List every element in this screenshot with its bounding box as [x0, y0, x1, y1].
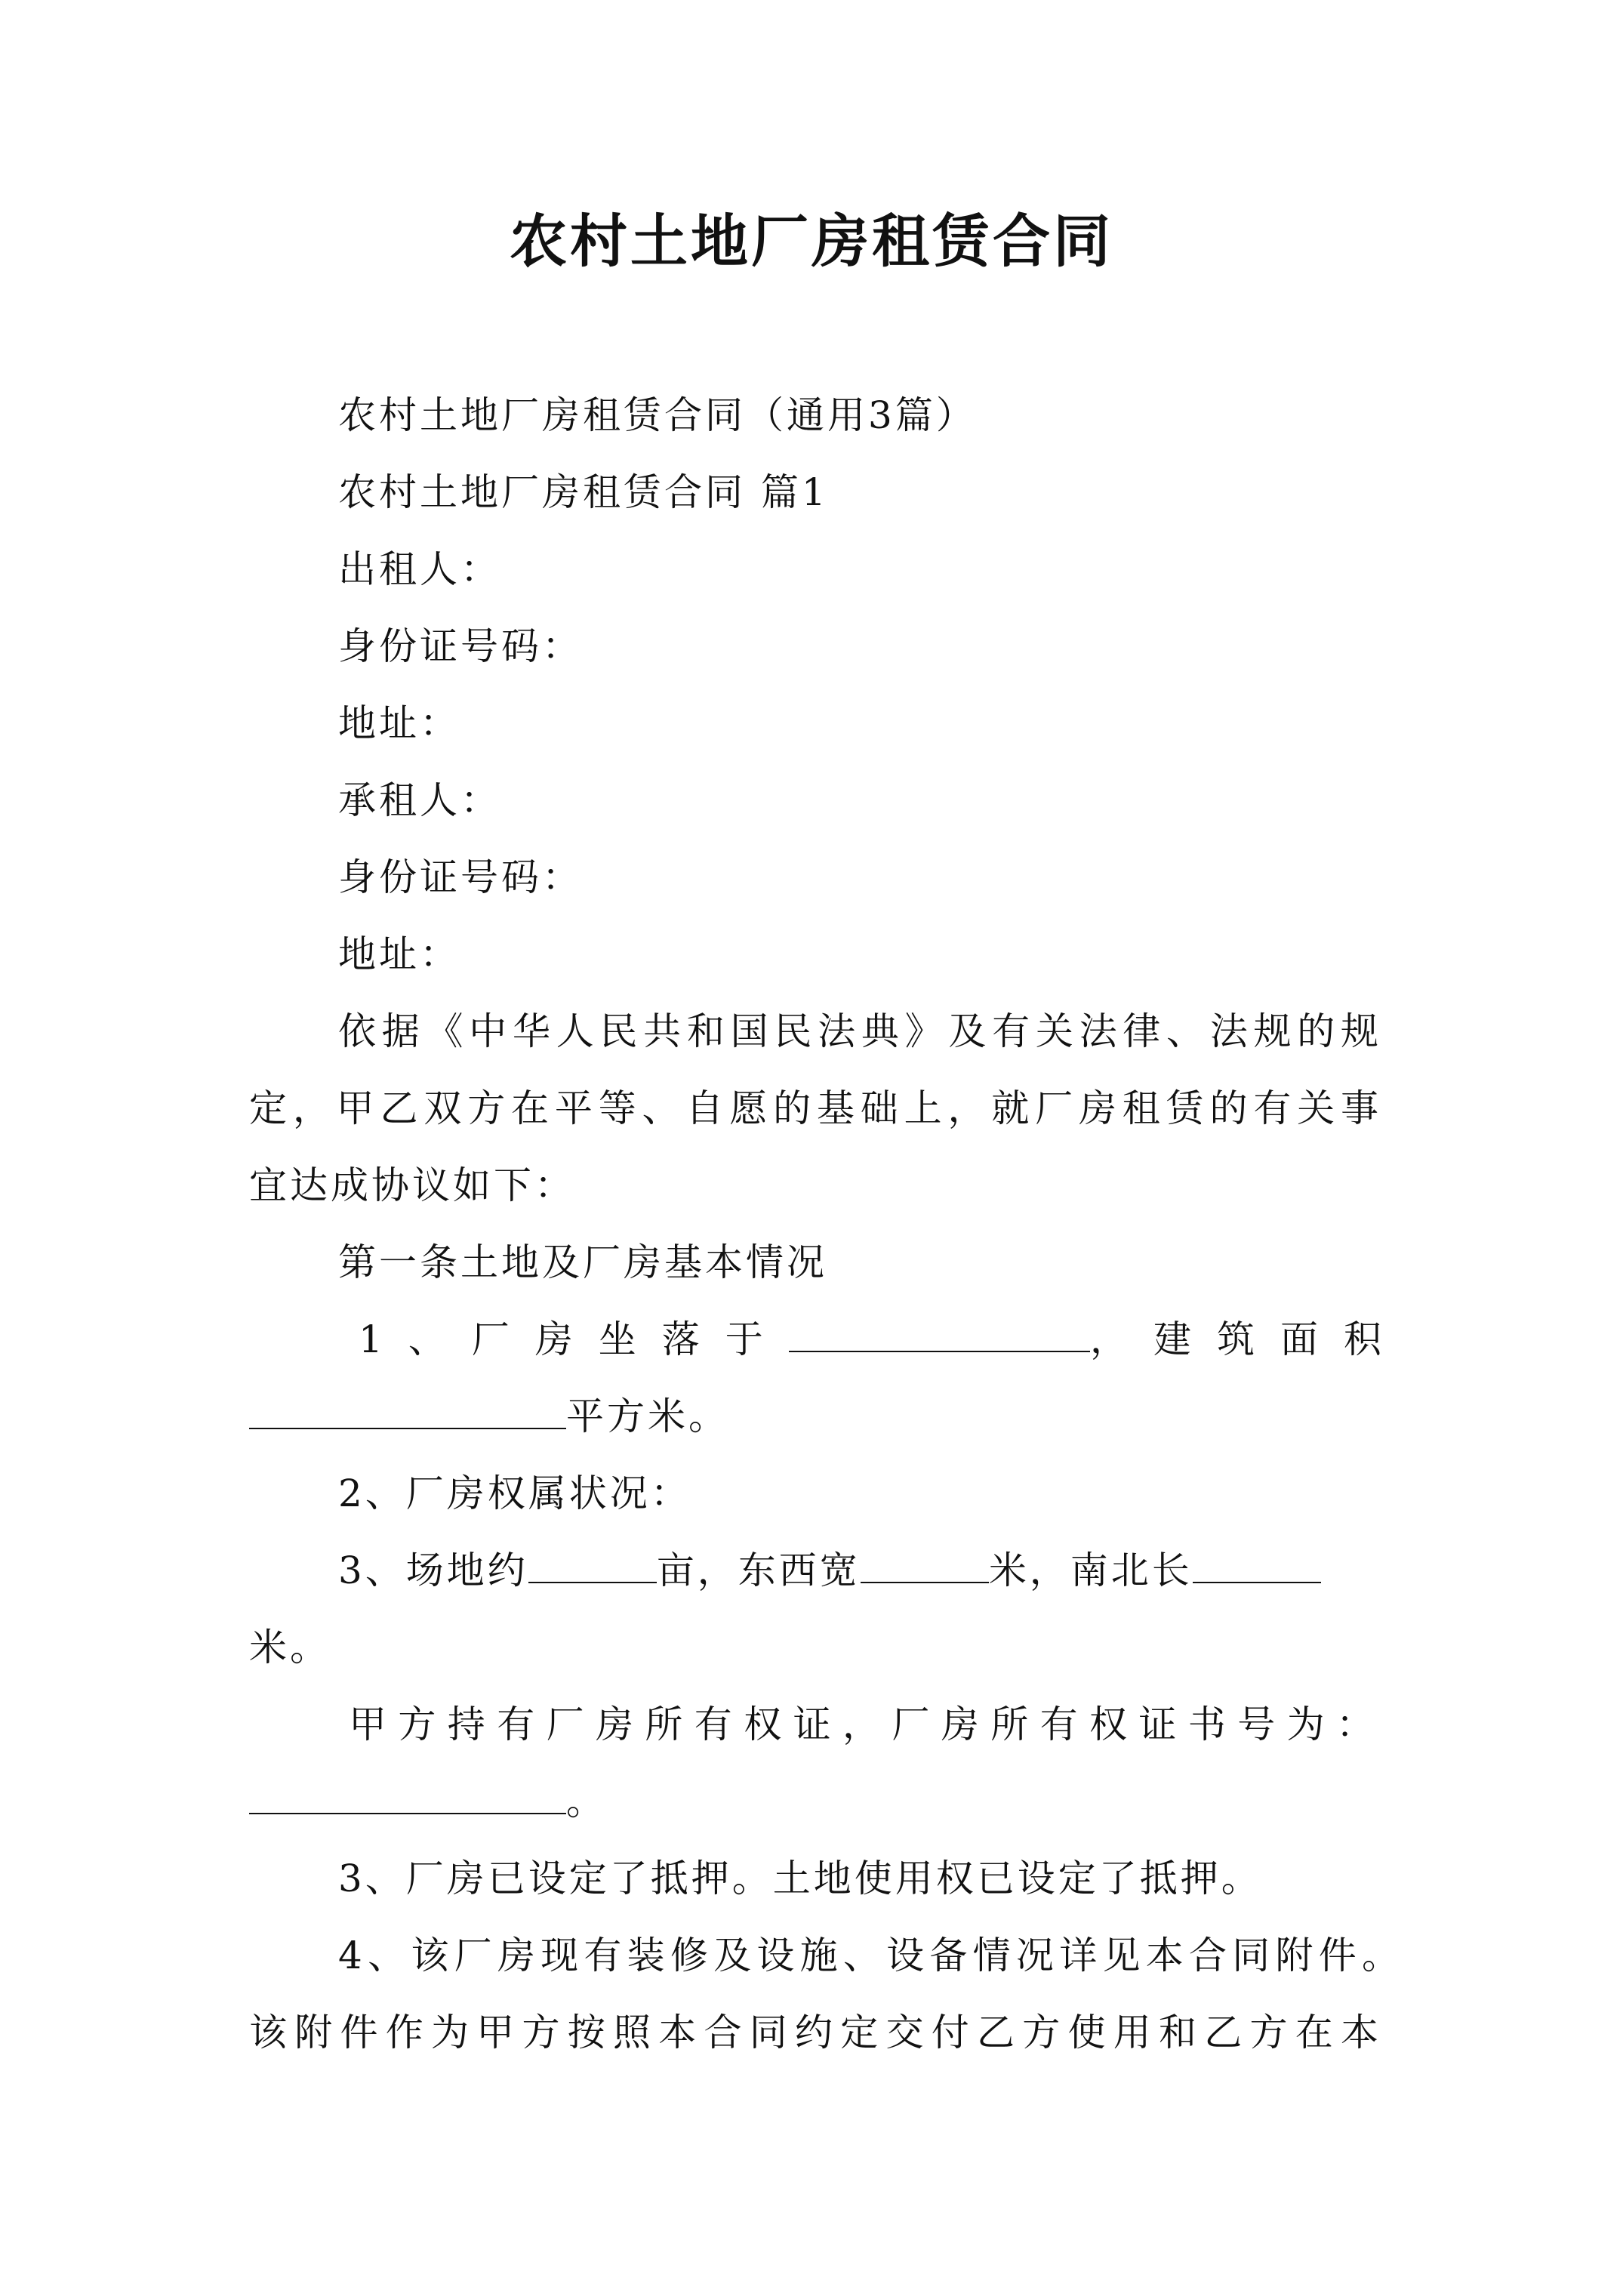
preamble-line-1: 依据《中华人民共和国民法典》及有关法律、法规的规: [338, 1009, 1381, 1053]
certificate-end: 。: [566, 1780, 607, 1823]
length-blank: [1193, 1544, 1321, 1583]
area-blank: [249, 1390, 566, 1429]
item-3a-text-4: 米。: [249, 1626, 331, 1669]
article-1-item-2: 2、厂房权属状况：: [338, 1472, 691, 1515]
document-subtitle: 农村土地厂房租赁合同（通用3篇）: [338, 393, 977, 437]
preamble-line-3: 宜达成协议如下：: [249, 1163, 575, 1207]
lessee-address-label: 地址：: [338, 932, 460, 976]
section-title: 农村土地厂房租赁合同 篇1: [338, 470, 829, 514]
certificate-text: 甲方持有厂房所有权证，厂房所有权证书号为：: [349, 1703, 1381, 1746]
preamble-line-2: 定，甲乙双方在平等、自愿的基础上，就厂房租赁的有关事: [249, 1086, 1381, 1130]
article-1-item-4-line-2: 该附件作为甲方按照本合同约定交付乙方使用和乙方在本: [249, 2011, 1381, 2054]
item-3a-text-3: 米，南北长: [988, 1549, 1193, 1592]
lessor-address-label: 地址：: [338, 701, 460, 745]
lessee-id-label: 身份证号码：: [338, 855, 583, 899]
article-1-heading: 第一条土地及厂房基本情况: [338, 1240, 827, 1284]
article-1-item-4-line-1: 4、该厂房现有装修及设施、设备情况详见本合同附件。: [338, 1934, 1403, 1977]
item-1-middle: ，建筑面积: [1090, 1318, 1407, 1361]
item-3a-text-2: 亩，东西宽: [656, 1549, 861, 1592]
article-1-item-3b: 3、厂房已设定了抵押。土地使用权已设定了抵押。: [338, 1857, 1262, 1900]
lessor-label: 出租人：: [338, 547, 501, 591]
certificate-number-blank: [249, 1775, 566, 1814]
article-1-item-1-cont: [249, 1390, 1381, 1443]
location-blank: [789, 1313, 1090, 1352]
item-1-prefix: 1、厂房坐落于: [359, 1318, 789, 1361]
article-1-item-3a: [338, 1544, 1381, 1597]
mu-blank: [528, 1544, 657, 1583]
item-3a-text-1: 3、场地约: [338, 1549, 528, 1592]
item-1-suffix: 平方米。: [566, 1395, 729, 1438]
article-1-item-1: [359, 1313, 1407, 1366]
certificate-number-line: [249, 1775, 1381, 1828]
lessee-label: 承租人：: [338, 778, 501, 822]
document-title: 农村土地厂房租赁合同: [510, 208, 1113, 275]
width-blank: [861, 1544, 989, 1583]
lessor-id-label: 身份证号码：: [338, 624, 583, 668]
